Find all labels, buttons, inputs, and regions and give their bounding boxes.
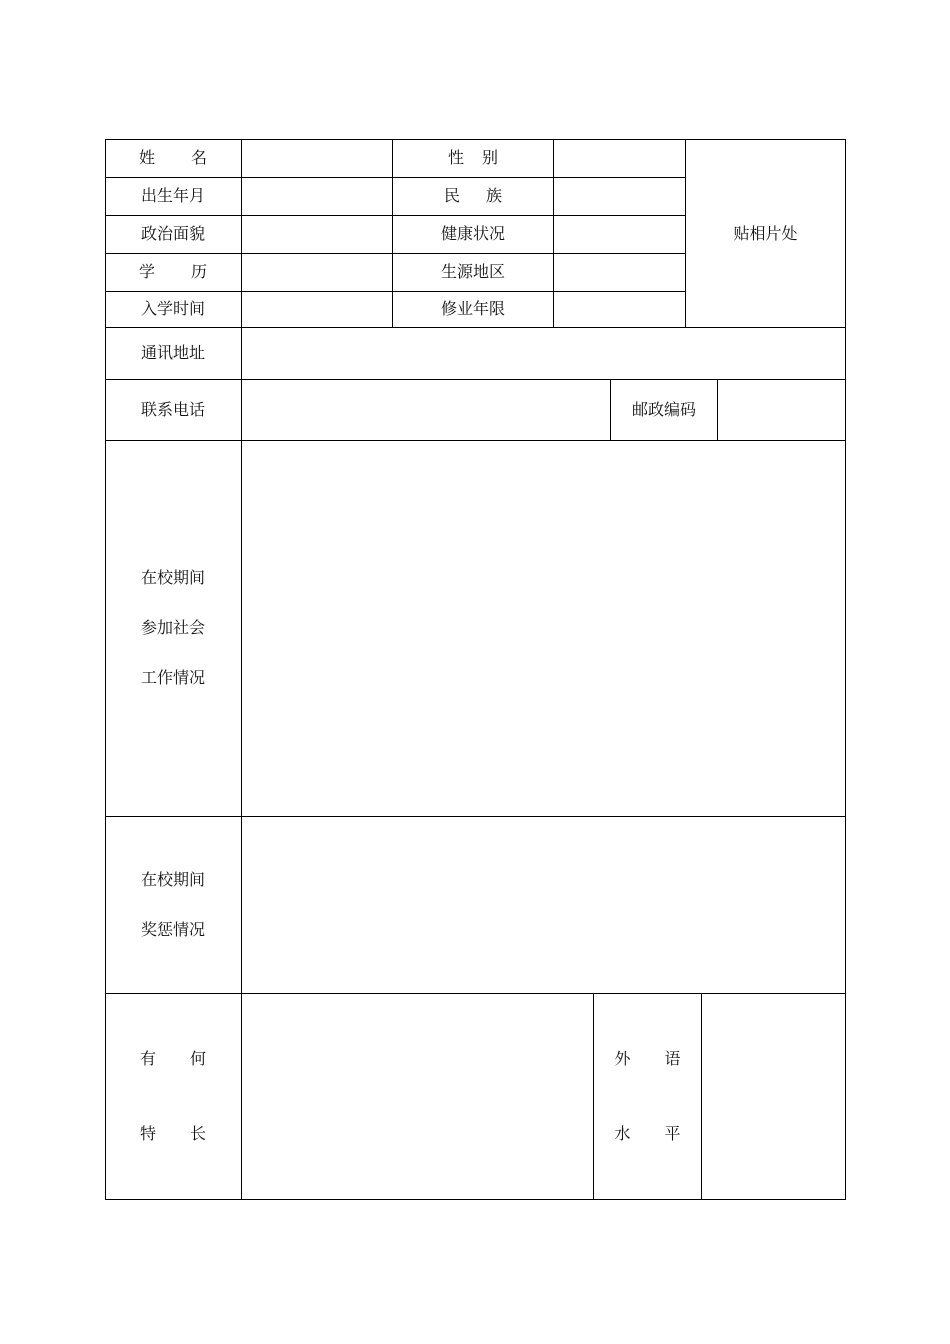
enrollment-field[interactable]	[242, 292, 392, 327]
specialty-label: 有 何 特 长	[140, 1048, 206, 1143]
education-label: 学 历	[139, 262, 207, 281]
study-years-label: 修业年限	[440, 299, 505, 318]
awards-label: 在校期间 奖惩情况	[140, 869, 205, 939]
health-field[interactable]	[554, 216, 685, 253]
birth-label: 出生年月	[140, 186, 205, 205]
phone-label: 联系电话	[140, 399, 205, 419]
health-label: 健康状况	[440, 224, 505, 243]
education-field[interactable]	[242, 254, 392, 291]
ethnicity-field[interactable]	[554, 178, 685, 215]
border-bottom	[105, 1199, 846, 1200]
political-status-label: 政治面貌	[140, 224, 205, 243]
political-status-field[interactable]	[242, 216, 392, 253]
name-field[interactable]	[242, 140, 392, 177]
birth-field[interactable]	[242, 178, 392, 215]
postcode-field[interactable]	[718, 380, 845, 440]
postcode-label: 邮政编码	[631, 399, 696, 419]
border-right	[845, 139, 846, 1200]
study-years-field[interactable]	[554, 292, 685, 327]
language-level-field[interactable]	[702, 994, 845, 1199]
language-level-label: 外 语 水 平	[614, 1048, 681, 1143]
social-work-field[interactable]	[242, 441, 845, 816]
origin-label: 生源地区	[440, 262, 505, 281]
address-label: 通讯地址	[140, 343, 205, 362]
enrollment-label: 入学时间	[140, 299, 205, 318]
origin-field[interactable]	[554, 254, 685, 291]
phone-field[interactable]	[242, 380, 610, 440]
social-work-label: 在校期间 参加社会 工作情况	[140, 568, 205, 687]
ethnicity-label: 民 族	[443, 186, 503, 205]
address-field[interactable]	[242, 328, 845, 379]
registration-form	[105, 139, 846, 1200]
specialty-field[interactable]	[242, 994, 593, 1199]
name-label: 姓 名	[139, 148, 207, 167]
gender-label: 性 别	[447, 148, 499, 167]
awards-field[interactable]	[242, 817, 845, 993]
gender-field[interactable]	[554, 140, 685, 177]
photo-placeholder[interactable]: 贴相片处	[733, 223, 798, 243]
